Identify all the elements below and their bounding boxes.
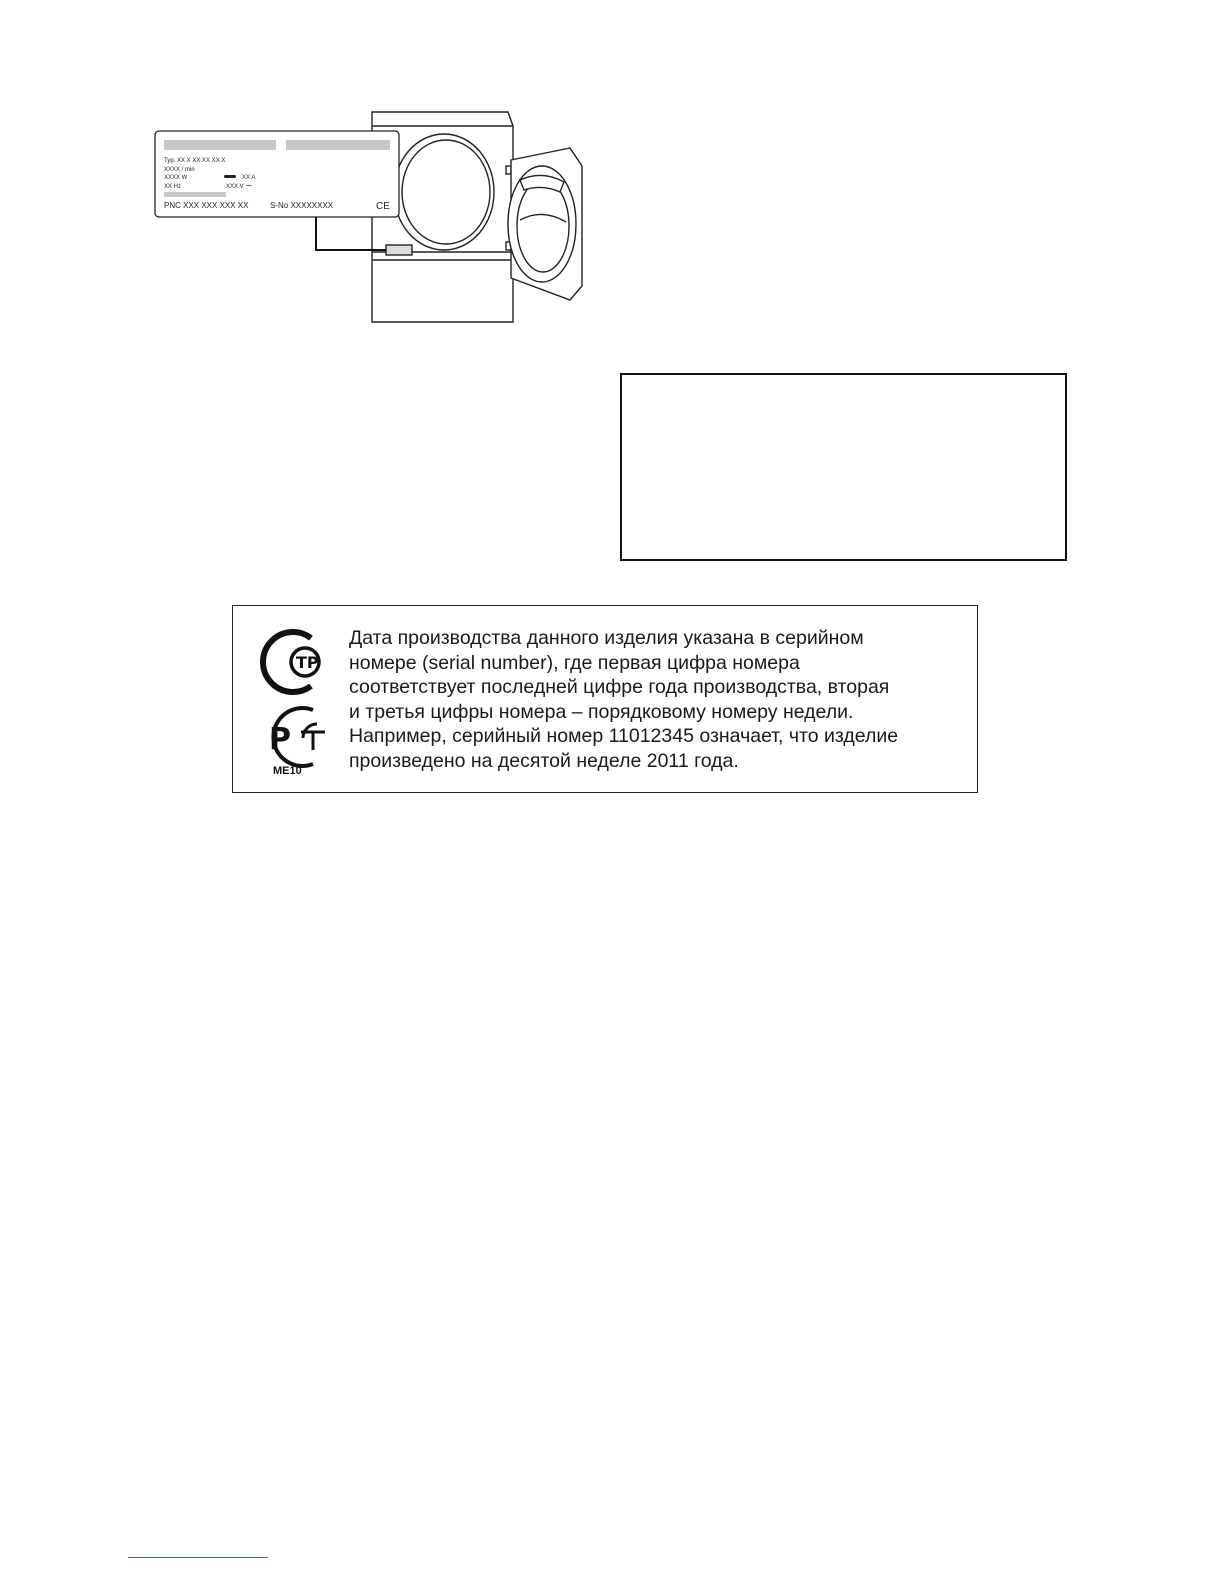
plate-frequency-line: XX Hz: [164, 184, 182, 190]
plate-model-bar: [286, 140, 390, 150]
plate-ac-symbol: ~: [246, 181, 252, 192]
dryer-rating-plate-illustration: [150, 100, 590, 330]
explanation-line: произведено на десятой неделе 2011 года.: [349, 749, 739, 772]
svg-text:ТР: ТР: [296, 653, 319, 672]
plate-brand-bar: [164, 140, 276, 150]
plate-pnc-line: PNC XXX XXX XXX XX: [164, 201, 249, 210]
ce-mark-icon: CE: [376, 201, 390, 212]
plate-arrow-icon: [224, 175, 236, 178]
svg-text:Р: Р: [269, 722, 291, 757]
dryer-body: [372, 112, 582, 322]
explanation-line: номере (serial number), где первая цифра номера: [349, 651, 800, 674]
gost-tr-mark-icon: [263, 632, 319, 692]
explanation-line: Например, серийный номер 11012345 означает, что изделие: [349, 725, 899, 747]
plate-type-line: Typ: XX X XX XX XX X: [164, 158, 226, 164]
empty-frame: [620, 373, 1067, 561]
gost-r-mark-icon: [269, 708, 325, 766]
production-date-explanation: [349, 626, 969, 773]
plate-current-line: XX A: [242, 175, 256, 181]
plate-speed-line: XXXX / min: [164, 167, 195, 173]
plate-serial-line: S-No XXXXXXXX: [270, 201, 334, 210]
certification-logos: [259, 628, 331, 778]
plate-voltage-line: XXX V: [226, 184, 244, 190]
explanation-line: Дата производства данного изделия указана в серийном: [349, 627, 864, 649]
gost-code-label: ME10: [273, 765, 302, 777]
explanation-line: и третья цифры номера – порядковому номеру недели.: [349, 700, 854, 723]
plate-info-bar: [164, 192, 226, 197]
explanation-line: соответствует последней цифре года производства, вторая: [349, 676, 890, 698]
plate-power-line: XXXX W: [164, 175, 188, 181]
rating-plate: [155, 131, 399, 217]
footnote-rule: [128, 1557, 268, 1558]
certification-box: [232, 605, 978, 793]
